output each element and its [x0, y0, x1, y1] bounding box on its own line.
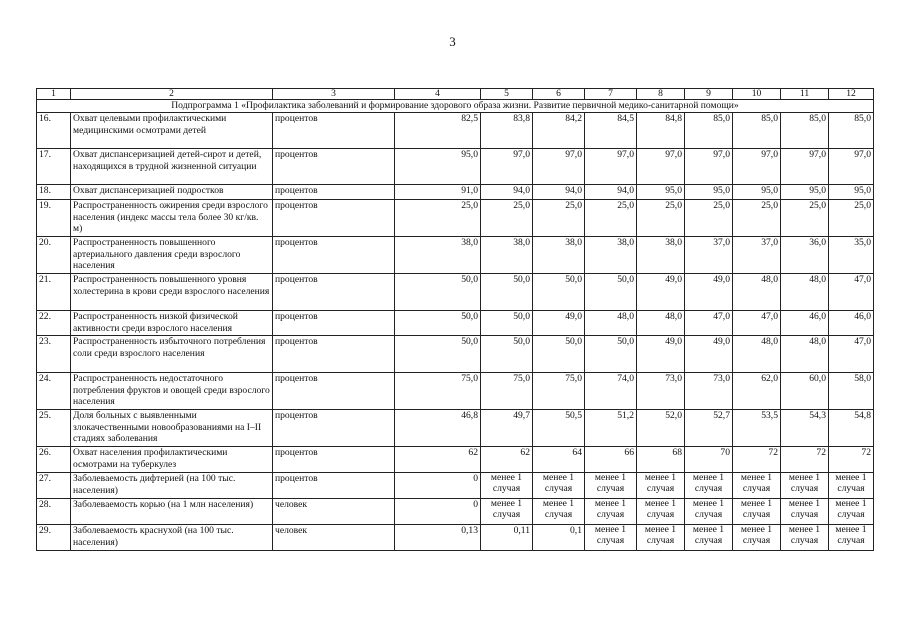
value-cell: 51,2 — [585, 410, 637, 447]
value-cell: 83,8 — [481, 113, 533, 149]
value-cell: 75,0 — [395, 373, 481, 410]
unit-cell: человек — [273, 525, 395, 551]
value-cell: менее 1 случая — [585, 473, 637, 499]
value-cell: менее 1 случая — [733, 473, 781, 499]
unit-cell: человек — [273, 499, 395, 525]
value-cell: 95,0 — [829, 185, 874, 200]
value-cell: менее 1 случая — [481, 499, 533, 525]
table-row — [37, 113, 874, 149]
unit-cell: процентов — [273, 373, 395, 410]
value-cell: 84,5 — [585, 113, 637, 149]
value-cell: 60,0 — [781, 373, 829, 410]
table-row — [37, 237, 874, 274]
value-cell: 75,0 — [481, 373, 533, 410]
value-cell: 48,0 — [733, 274, 781, 311]
value-cell: менее 1 случая — [781, 525, 829, 551]
value-cell: 73,0 — [637, 373, 685, 410]
value-cell: 49,0 — [637, 274, 685, 311]
value-cell: 50,0 — [585, 274, 637, 311]
table-header-row — [37, 89, 874, 100]
value-cell: менее 1 случая — [637, 525, 685, 551]
value-cell: менее 1 случая — [829, 473, 874, 499]
value-cell: 49,0 — [533, 311, 585, 336]
value-cell: 97,0 — [781, 149, 829, 185]
column-number-11: 11 — [781, 89, 829, 100]
unit-cell: процентов — [273, 410, 395, 447]
value-cell: 46,0 — [781, 311, 829, 336]
value-cell: 46,0 — [829, 311, 874, 336]
value-cell: 35,0 — [829, 237, 874, 274]
value-cell: 52,7 — [685, 410, 733, 447]
value-cell: 97,0 — [481, 149, 533, 185]
value-cell: менее 1 случая — [781, 499, 829, 525]
value-cell: 91,0 — [395, 185, 481, 200]
row-number: 27. — [37, 473, 71, 499]
indicator-name: Распространенность избыточного потребления соли среди взрослого населения — [71, 336, 273, 373]
column-number-8: 8 — [637, 89, 685, 100]
value-cell: менее 1 случая — [733, 525, 781, 551]
value-cell: 38,0 — [585, 237, 637, 274]
indicator-name: Охват населения профилактическими осмотрами на туберкулез — [71, 447, 273, 473]
value-cell: менее 1 случая — [585, 499, 637, 525]
value-cell: 49,0 — [685, 336, 733, 373]
value-cell: 50,0 — [395, 336, 481, 373]
table-row — [37, 410, 874, 447]
value-cell: 48,0 — [585, 311, 637, 336]
value-cell: менее 1 случая — [481, 473, 533, 499]
value-cell: 0,1 — [533, 525, 585, 551]
value-cell: 47,0 — [829, 336, 874, 373]
column-number-9: 9 — [685, 89, 733, 100]
value-cell: 25,0 — [733, 200, 781, 237]
value-cell: 37,0 — [733, 237, 781, 274]
value-cell: 0,11 — [481, 525, 533, 551]
value-cell: 50,5 — [533, 410, 585, 447]
table-row — [37, 447, 874, 473]
unit-cell: процентов — [273, 274, 395, 311]
value-cell: 53,5 — [733, 410, 781, 447]
table-row — [37, 274, 874, 311]
value-cell: 38,0 — [481, 237, 533, 274]
value-cell: 95,0 — [637, 185, 685, 200]
value-cell: 50,0 — [585, 336, 637, 373]
value-cell: менее 1 случая — [637, 499, 685, 525]
subprogram-title: Подпрограмма 1 «Профилактика заболеваний и формирование здорового образа жизни. Развитие первичной медико-санитарной помощи» — [37, 100, 874, 113]
value-cell: 97,0 — [637, 149, 685, 185]
value-cell: 0 — [395, 473, 481, 499]
value-cell: 25,0 — [585, 200, 637, 237]
value-cell: 75,0 — [533, 373, 585, 410]
value-cell: 50,0 — [481, 274, 533, 311]
row-number: 16. — [37, 113, 71, 149]
value-cell: 54,8 — [829, 410, 874, 447]
unit-cell: процентов — [273, 185, 395, 200]
value-cell: 46,8 — [395, 410, 481, 447]
value-cell: 25,0 — [481, 200, 533, 237]
value-cell: менее 1 случая — [533, 499, 585, 525]
value-cell: 94,0 — [481, 185, 533, 200]
value-cell: 72 — [781, 447, 829, 473]
value-cell: 52,0 — [637, 410, 685, 447]
column-number-6: 6 — [533, 89, 585, 100]
row-number: 22. — [37, 311, 71, 336]
value-cell: 62,0 — [733, 373, 781, 410]
column-number-4: 4 — [395, 89, 481, 100]
indicator-name: Заболеваемость дифтерией (на 100 тыс. населения) — [71, 473, 273, 499]
value-cell: 0,13 — [395, 525, 481, 551]
value-cell: 48,0 — [637, 311, 685, 336]
value-cell: 25,0 — [829, 200, 874, 237]
value-cell: 47,0 — [685, 311, 733, 336]
value-cell: 64 — [533, 447, 585, 473]
value-cell: менее 1 случая — [733, 499, 781, 525]
column-number-7: 7 — [585, 89, 637, 100]
value-cell: 38,0 — [533, 237, 585, 274]
value-cell: менее 1 случая — [585, 525, 637, 551]
value-cell: 95,0 — [395, 149, 481, 185]
value-cell: 62 — [395, 447, 481, 473]
indicator-name: Распространенность ожирения среди взрослого населения (индекс массы тела более 30 кг/кв. м) — [71, 200, 273, 237]
row-number: 25. — [37, 410, 71, 447]
subprogram-row — [37, 100, 874, 113]
unit-cell: процентов — [273, 447, 395, 473]
column-number-5: 5 — [481, 89, 533, 100]
table-row — [37, 373, 874, 410]
column-number-3: 3 — [273, 89, 395, 100]
value-cell: 95,0 — [781, 185, 829, 200]
value-cell: 25,0 — [685, 200, 733, 237]
unit-cell: процентов — [273, 311, 395, 336]
value-cell: 50,0 — [395, 274, 481, 311]
value-cell: 85,0 — [781, 113, 829, 149]
value-cell: 38,0 — [637, 237, 685, 274]
value-cell: менее 1 случая — [533, 473, 585, 499]
table-row — [37, 185, 874, 200]
indicator-name: Охват диспансеризацией подростков — [71, 185, 273, 200]
row-number: 20. — [37, 237, 71, 274]
value-cell: 70 — [685, 447, 733, 473]
table-row — [37, 525, 874, 551]
row-number: 26. — [37, 447, 71, 473]
value-cell: 47,0 — [733, 311, 781, 336]
value-cell: 37,0 — [685, 237, 733, 274]
value-cell: 49,0 — [637, 336, 685, 373]
column-number-1: 1 — [37, 89, 71, 100]
value-cell: 62 — [481, 447, 533, 473]
indicator-name: Заболеваемость корью (на 1 млн населения) — [71, 499, 273, 525]
table-row — [37, 311, 874, 336]
value-cell: 85,0 — [829, 113, 874, 149]
indicator-name: Распространенность повышенного артериального давления среди взрослого населения — [71, 237, 273, 274]
value-cell: 50,0 — [533, 274, 585, 311]
column-number-12: 12 — [829, 89, 874, 100]
indicator-name: Распространенность недостаточного потребления фруктов и овощей среди взрослого населения — [71, 373, 273, 410]
value-cell: 97,0 — [733, 149, 781, 185]
value-cell: менее 1 случая — [637, 473, 685, 499]
indicator-name: Охват целевыми профилактическими медицинскими осмотрами детей — [71, 113, 273, 149]
table-row — [37, 473, 874, 499]
table-row — [37, 149, 874, 185]
row-number: 21. — [37, 274, 71, 311]
value-cell: 58,0 — [829, 373, 874, 410]
value-cell: 25,0 — [637, 200, 685, 237]
value-cell: 48,0 — [781, 274, 829, 311]
unit-cell: процентов — [273, 200, 395, 237]
page-number: 3 — [449, 34, 456, 49]
value-cell: 50,0 — [395, 311, 481, 336]
unit-cell: процентов — [273, 113, 395, 149]
unit-cell: процентов — [273, 336, 395, 373]
unit-cell: процентов — [273, 237, 395, 274]
value-cell: менее 1 случая — [685, 473, 733, 499]
value-cell: 66 — [585, 447, 637, 473]
value-cell: 68 — [637, 447, 685, 473]
value-cell: менее 1 случая — [685, 499, 733, 525]
value-cell: менее 1 случая — [829, 499, 874, 525]
table-row — [37, 200, 874, 237]
value-cell: 73,0 — [685, 373, 733, 410]
value-cell: 94,0 — [533, 185, 585, 200]
row-number: 23. — [37, 336, 71, 373]
row-number: 18. — [37, 185, 71, 200]
indicator-name: Распространенность повышенного уровня холестерина в крови среди взрослого населения — [71, 274, 273, 311]
row-number: 28. — [37, 499, 71, 525]
row-number: 19. — [37, 200, 71, 237]
value-cell: 36,0 — [781, 237, 829, 274]
value-cell: менее 1 случая — [781, 473, 829, 499]
value-cell: 25,0 — [533, 200, 585, 237]
column-number-2: 2 — [71, 89, 273, 100]
column-number-10: 10 — [733, 89, 781, 100]
indicator-name: Распространенность низкой физической активности среди взрослого населения — [71, 311, 273, 336]
value-cell: 85,0 — [733, 113, 781, 149]
row-number: 17. — [37, 149, 71, 185]
row-number: 29. — [37, 525, 71, 551]
value-cell: 85,0 — [685, 113, 733, 149]
value-cell: 84,8 — [637, 113, 685, 149]
value-cell: 48,0 — [733, 336, 781, 373]
value-cell: 25,0 — [395, 200, 481, 237]
value-cell: 47,0 — [829, 274, 874, 311]
value-cell: 49,7 — [481, 410, 533, 447]
value-cell: 50,0 — [533, 336, 585, 373]
value-cell: 97,0 — [585, 149, 637, 185]
value-cell: 25,0 — [781, 200, 829, 237]
value-cell: 95,0 — [685, 185, 733, 200]
value-cell: 54,3 — [781, 410, 829, 447]
value-cell: 72 — [829, 447, 874, 473]
value-cell: 94,0 — [585, 185, 637, 200]
value-cell: менее 1 случая — [829, 525, 874, 551]
value-cell: 49,0 — [685, 274, 733, 311]
value-cell: 50,0 — [481, 311, 533, 336]
value-cell: 38,0 — [395, 237, 481, 274]
indicator-name: Охват диспансеризацией детей-сирот и детей, находящихся в трудной жизненной ситуации — [71, 149, 273, 185]
value-cell: 48,0 — [781, 336, 829, 373]
indicators-table — [36, 88, 874, 551]
value-cell: менее 1 случая — [685, 525, 733, 551]
indicator-name: Заболеваемость краснухой (на 100 тыс. населения) — [71, 525, 273, 551]
indicator-name: Доля больных с выявленными злокачественными новообразованиями на I–II стадиях заболевания — [71, 410, 273, 447]
value-cell: 50,0 — [481, 336, 533, 373]
unit-cell: процентов — [273, 473, 395, 499]
value-cell: 97,0 — [685, 149, 733, 185]
value-cell: 74,0 — [585, 373, 637, 410]
value-cell: 95,0 — [733, 185, 781, 200]
value-cell: 0 — [395, 499, 481, 525]
unit-cell: процентов — [273, 149, 395, 185]
value-cell: 84,2 — [533, 113, 585, 149]
value-cell: 97,0 — [533, 149, 585, 185]
value-cell: 82,5 — [395, 113, 481, 149]
value-cell: 97,0 — [829, 149, 874, 185]
table-row — [37, 336, 874, 373]
row-number: 24. — [37, 373, 71, 410]
table-row — [37, 499, 874, 525]
value-cell: 72 — [733, 447, 781, 473]
